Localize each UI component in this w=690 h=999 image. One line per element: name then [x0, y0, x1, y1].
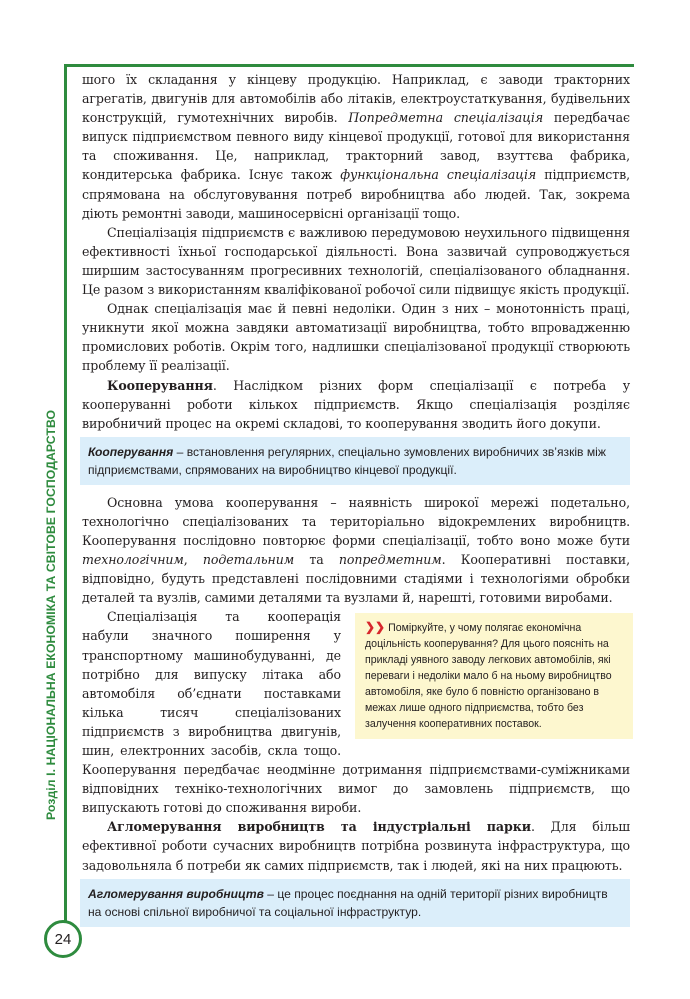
main-text-column: [82, 70, 630, 935]
paragraph-5: Основна умова кооперування – наявність широкої мережі подетально, технологічно спеціалізованих та територіально відокремлених виробництв. Кооперування послідовно повторює форми спеціалізації, тобто воно може бути технологічним, подетальним та попредметним. Кооперативні поставки, відповідно, будуть представлені послідовними стадіями і технологіями обробки деталей та вузлів, самими деталями та вузлами й, нарешті, готовими виробами.: [82, 494, 630, 606]
paragraph-3: Однак спеціалізація має й певні недоліки. Один з них – монотонність праці, уникнути якої можна завдяки автоматизації виробництва, тобто впровадженню промислових роботів. Окрім того, надлишки спеціалізованої продукції створюють проблему її реалізації.: [82, 301, 630, 374]
chevron-right-icon: ❯❯: [365, 620, 386, 635]
heading-cooperation: Кооперування: [107, 377, 213, 393]
definition-cooperation: Кооперування – встановлення регулярних, спеціально зумовлених виробничих зв’язків між підприємствами, спрямованих на виробництво кінцевої продукції.: [80, 437, 630, 485]
frame-top-line: [64, 64, 634, 67]
paragraph-4: Кооперування. Наслідком різних форм спеціалізації є потреба у кооперуванні роботи кількох підприємств. Якщо спеціалізація розділяє виробничий процес на окремі складові, то кооперування зводить його докупи.: [82, 377, 630, 431]
paragraph-6-wrap: [82, 607, 630, 817]
page-number: 24: [44, 920, 82, 958]
term-functional-specialization: функціональна спеціалізація: [340, 167, 537, 183]
paragraph-7: Агломерування виробництв та індустріальні парки. Для більш ефективної роботи сучасних виробництв потрібна розвинута інфраструктура, що задовольняла б потреби як самих підприємств, так і людей, які на них працюють.: [82, 819, 630, 873]
section-title: Розділ І. НАЦІОНАЛЬНА ЕКОНОМІКА ТА СВІТОВЕ ГОСПОДАРСТВО: [44, 409, 58, 820]
think-question-box: ❯❯ Поміркуйте, у чому полягає економічна доцільність кооперування? Для цього поясніть на прикладі уявного заводу легкових автомобілів, які переваги і недоліки мало б на ньому виробництво автомобіля, яке було б повністю організовано в межах лише одного підприємства, тобто без залучення кооперативних поставок.: [355, 613, 633, 739]
heading-agglomeration: Агломерування виробництв та індустріальні парки: [107, 819, 531, 835]
definition-agglomeration: Агломерування виробництв – це процес поєднання на одній території різних виробництв на основі спільної виробничої та соціальної інфраструктур.: [80, 879, 630, 927]
paragraph-2: Спеціалізація підприємств є важливою передумовою неухильного підвищення ефективності їхньої господарської діяльності. Вона зазвичай супроводжується ширшим застосуванням прогресивних технологій, спеціалізованого обладнання. Це разом з використанням кваліфікованої робочої сили підвищує якість продукції.: [82, 224, 630, 298]
term-item-specialization: Попредметна спеціалізація: [348, 110, 544, 126]
paragraph-1: шого їх складання у кінцеву продукцію. Наприклад, є заводи тракторних агрегатів, двигунів для автомобілів або літаків, електроустаткування, будівельних конструкцій, гумотехнічних виробів. Попредметна спеціалізація передбачає випуск підприємством певного виду кінцевої продукції, готової для використання та споживання. Це, наприклад, тракторний завод, взуттєва фабрика, кондитерська фабрика. Існує також функціональна спеціалізація підприємств, спрямована на обслуговування потреб виробництва або людей. Так, зокрема діють ремонтні заводи, машиносервісні організації тощо.: [82, 72, 630, 221]
paragraph-6: Спеціалізація та кооперація набули значного поширення у транспортному машинобудуванні, де потрібно для випуску літака або автомобіля об’єднати поставками кілька тисяч спеціалізованих підприємств з виробництва двигунів, шин, електронних засобів, скла тощо. Кооперування передбачає неодмінне дотримання підприємствами-суміжниками відповідних техніко-технологічних вимог до замовлень підприємств, що випускають готові до споживання вироби.: [82, 609, 630, 816]
frame-left-line: [64, 64, 67, 922]
